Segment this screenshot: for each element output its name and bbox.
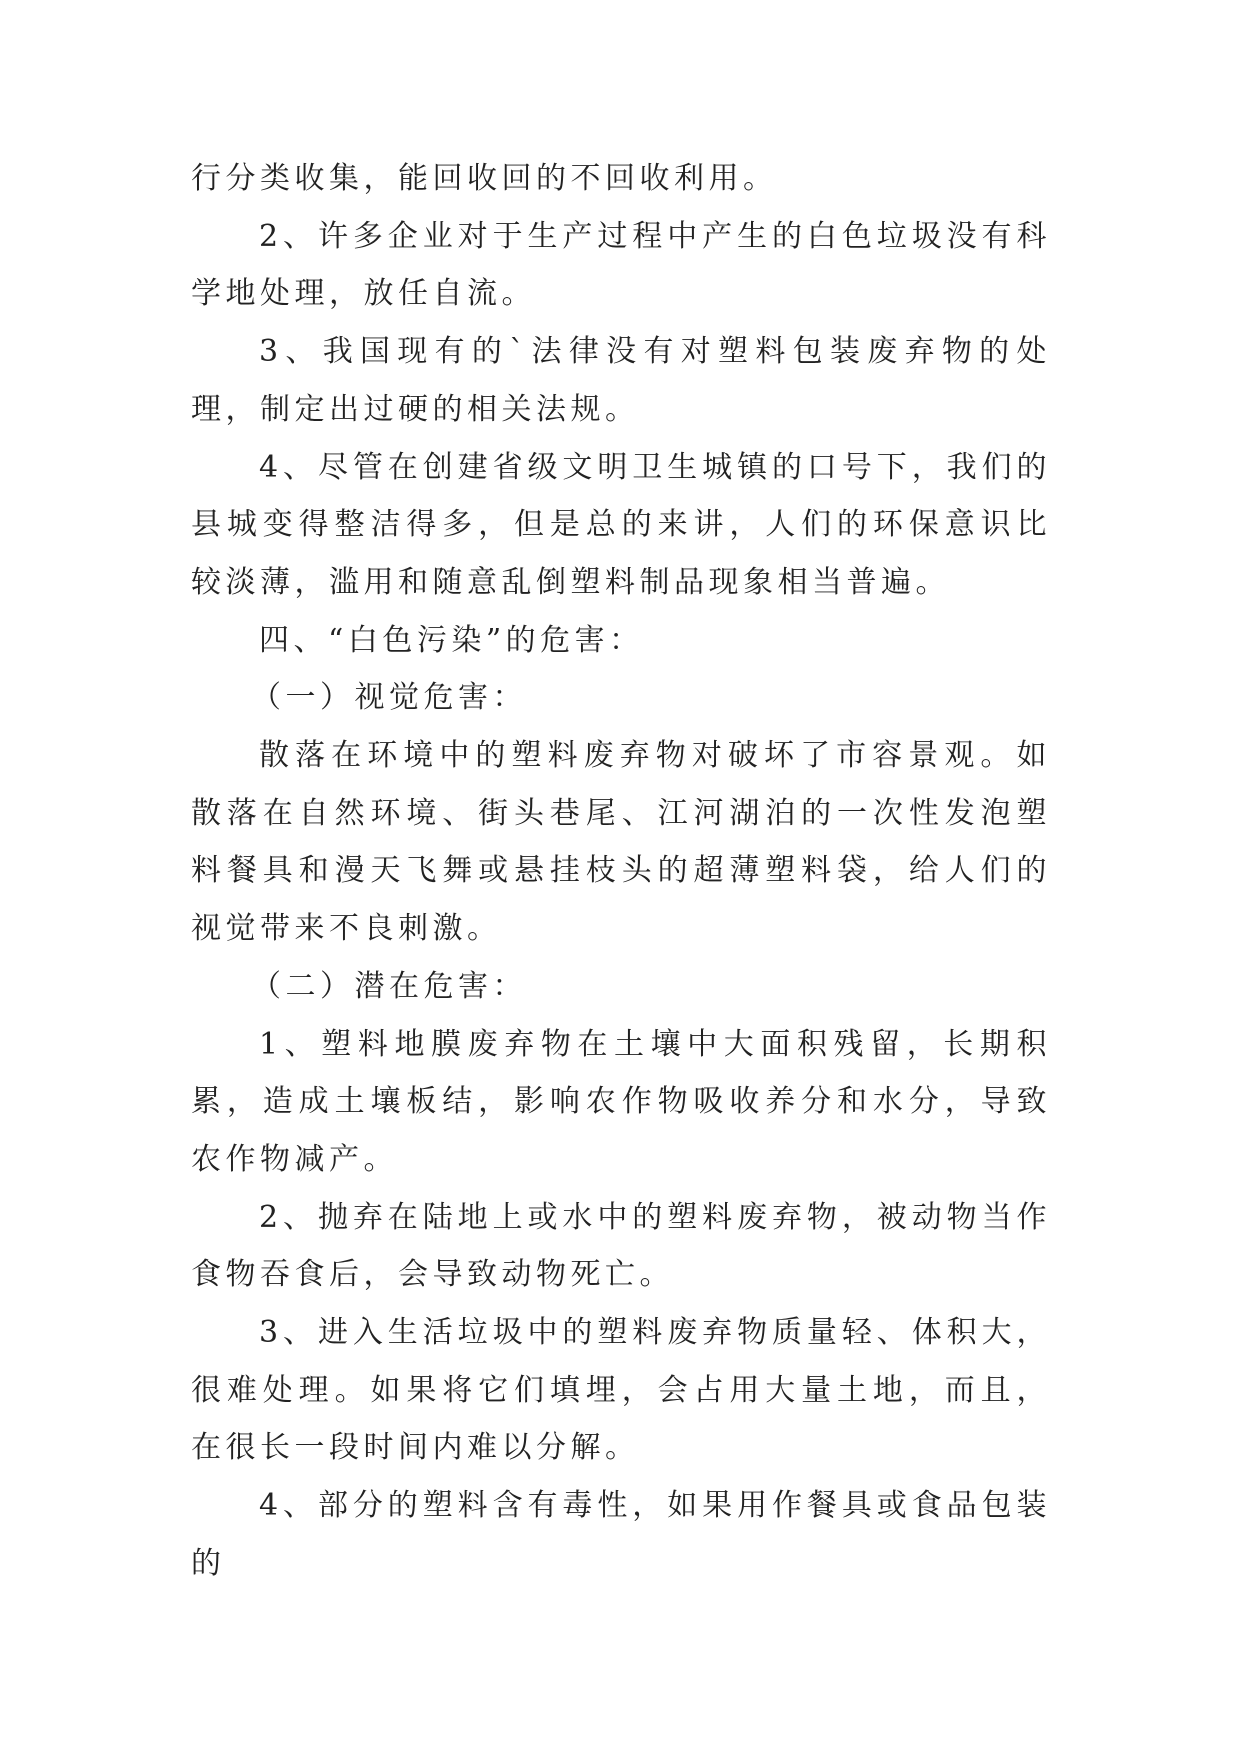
paragraph-hazard-4: 4、部分的塑料含有毒性，如果用作餐具或食品包装的 xyxy=(191,1488,1051,1581)
paragraph-hazard-2: 2、抛弃在陆地上或水中的塑料废弃物，被动物当作食物吞食后，会导致动物死亡。 xyxy=(191,1199,1051,1293)
document-page xyxy=(191,150,1051,1593)
subheading-potential-hazard: （二）潜在危害： xyxy=(251,968,527,1004)
paragraph-hazard-1: 1、塑料地膜废弃物在土壤中大面积残留，长期积累，造成土壤板结，影响农作物吸收养分和水分，导致农作物减产。 xyxy=(191,1026,1051,1177)
paragraph-item-2: 2、许多企业对于生产过程中产生的白色垃圾没有科学地处理，放任自流。 xyxy=(191,218,1051,312)
paragraph-visual-hazard: 散落在环境中的塑料废弃物对破坏了市容景观。如散落在自然环境、街头巷尾、江河湖泊的一次性发泡塑料餐具和漫天飞舞或悬挂枝头的超薄塑料袋，给人们的视觉带来不良刺激。 xyxy=(191,738,1051,947)
paragraph-hazard-3: 3、进入生活垃圾中的塑料废弃物质量轻、体积大，很难处理。如果将它们填埋，会占用大量土地，而且，在很长一段时间内难以分解。 xyxy=(191,1315,1051,1466)
section-heading-hazards: 四、“白色污染”的危害： xyxy=(259,622,644,658)
paragraph-continuation: 行分类收集，能回收回的不回收利用。 xyxy=(191,161,778,196)
paragraph-item-3: 3、我国现有的`法律没有对塑料包装废弃物的处理，制定出过硬的相关法规。 xyxy=(191,334,1051,427)
subheading-visual-hazard: （一）视觉危害： xyxy=(251,680,527,716)
paragraph-item-4: 4、尽管在创建省级文明卫生城镇的口号下，我们的县城变得整洁得多，但是总的来讲，人们的环保意识比较淡薄，滥用和随意乱倒塑料制品现象相当普遍。 xyxy=(191,449,1051,600)
